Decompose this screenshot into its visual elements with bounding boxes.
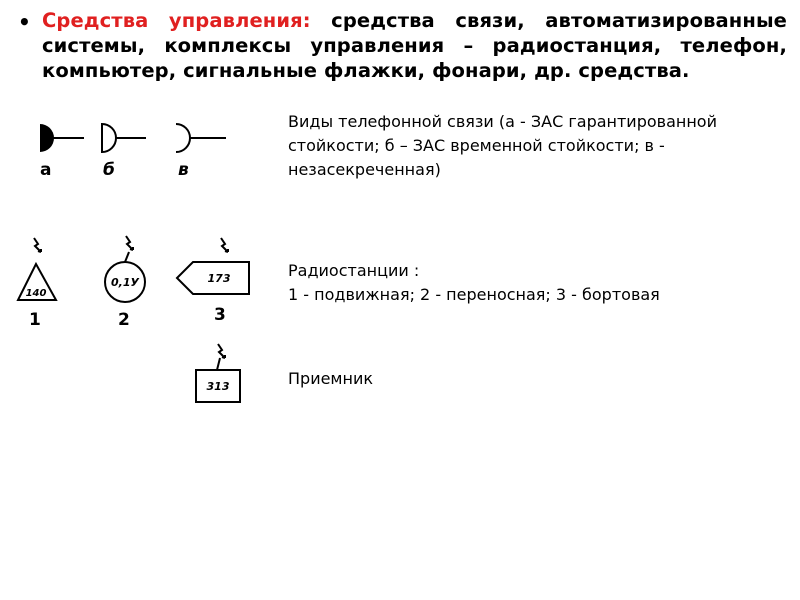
radio-onboard-value: 173 xyxy=(207,272,231,285)
radio-portable-icon xyxy=(100,230,150,300)
receiver-description: Приемник xyxy=(288,369,374,388)
heading-text: средства связи, автоматизированные системы, комплексы управления – радиостанция, телефон, компьютер, сигнальные флажки, фонари, др. средства. xyxy=(42,9,788,82)
receiver-value: 313 xyxy=(206,380,230,393)
phone-label-v: в xyxy=(178,160,189,180)
phone-symbol-v-icon xyxy=(174,120,228,156)
heading-term: Средства управления: xyxy=(42,9,311,32)
bullet-marker: • xyxy=(18,10,31,34)
radio-portable-value: 0,1У xyxy=(111,276,139,289)
radio-mobile-value: 140 xyxy=(25,288,47,299)
phone-label-b: б xyxy=(103,160,115,180)
radio-description-text: 1 - подвижная; 2 - переносная; 3 - бортовая xyxy=(288,285,660,304)
radio-label-3: 3 xyxy=(214,305,226,325)
phone-description: Виды телефонной связи (а - ЗАС гарантированной стойкости; б – ЗАС временной стойкости; в - незасекреченная) xyxy=(288,112,717,179)
radio-description-title: Радиостанции : xyxy=(288,261,420,280)
receiver-icon xyxy=(194,340,244,406)
radio-mobile-value-icon xyxy=(12,232,62,302)
radio-label-1: 1 xyxy=(29,310,41,330)
phone-symbol-b-icon xyxy=(100,120,150,156)
heading-paragraph xyxy=(42,8,787,83)
phone-label-a: а xyxy=(40,160,52,180)
radio-label-2: 2 xyxy=(118,310,130,330)
radio-onboard-icon xyxy=(175,232,255,302)
phone-symbol-a-icon xyxy=(38,120,88,156)
